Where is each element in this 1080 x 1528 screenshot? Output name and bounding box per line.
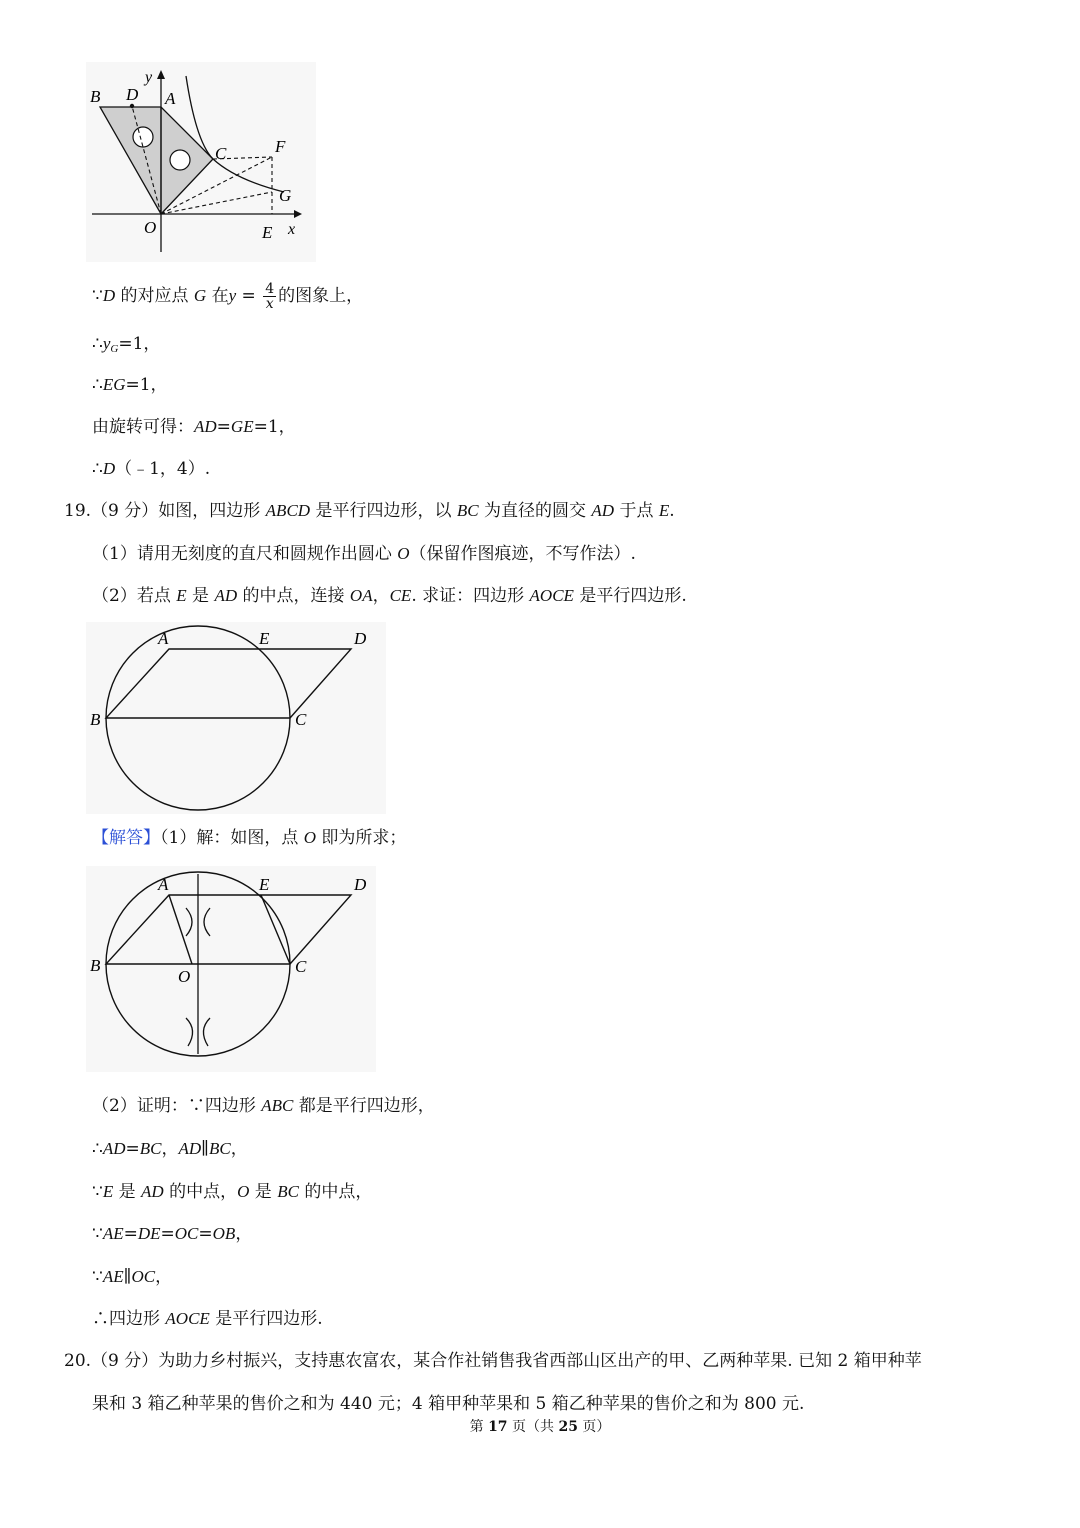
text: 第: [469, 1419, 489, 1435]
figure-circle-parallelogram: [86, 622, 386, 814]
math-e: E: [176, 586, 187, 605]
text: 即为所求；: [316, 828, 407, 848]
question-number: 20.: [64, 1351, 92, 1371]
math-ad: AD: [194, 417, 217, 436]
text: 页（共: [507, 1419, 559, 1435]
math-oc: OC: [174, 1224, 199, 1243]
proof-line-6: [92, 1307, 323, 1331]
question-19-part-1: [92, 542, 636, 566]
therefore-symbol: ∴: [92, 1139, 103, 1159]
math-oa: OA: [349, 586, 373, 605]
text: ∴四边形: [92, 1309, 166, 1329]
label-o: O: [144, 218, 157, 237]
proof-line-4: [92, 1222, 252, 1246]
text: =: [216, 417, 231, 437]
label-d: D: [354, 875, 367, 894]
text: 的对应点: [115, 286, 194, 306]
text: 是平行四边形.: [209, 1309, 323, 1329]
math-bc: BC: [209, 1139, 231, 1158]
text: （﹣1，4）.: [115, 459, 211, 479]
text: 都是平行四边形，: [293, 1096, 435, 1116]
parallel-symbol: ∥: [201, 1139, 210, 1159]
equals: =: [198, 1224, 213, 1244]
label-b: B: [90, 710, 101, 729]
text: 是平行四边形，以: [310, 501, 457, 521]
text: .: [669, 501, 675, 521]
question-19-stem: [64, 499, 675, 523]
label-d: D: [354, 629, 367, 648]
parallel-symbol: ∥: [123, 1267, 132, 1287]
math-ad: AD: [591, 501, 615, 520]
text: 果和 3 箱乙种苹果的售价之和为 440 元；4 箱甲种苹果和 5 箱乙种苹果的售价之和为 800 元.: [92, 1394, 805, 1414]
math-ae: AE: [102, 1224, 124, 1243]
math-y: y: [228, 286, 237, 305]
therefore-symbol: ∴: [92, 375, 103, 395]
label-g: G: [279, 186, 292, 205]
text: 的中点，连接: [237, 586, 350, 606]
text: 是: [186, 586, 215, 606]
subscript-g: G: [110, 343, 119, 355]
label-e: E: [262, 223, 273, 242]
math-e: E: [102, 1182, 114, 1201]
equals: =: [125, 1139, 140, 1159]
figure-background: [86, 866, 376, 1072]
math-de: DE: [137, 1224, 161, 1243]
small-circle-left: [133, 127, 153, 147]
math-e: E: [658, 501, 670, 520]
math-o: O: [237, 1182, 250, 1201]
question-number: 19.: [64, 501, 92, 521]
math-abcd: ABCD: [265, 501, 311, 520]
proof-line-5: [92, 1265, 172, 1289]
text: ，: [155, 1267, 173, 1287]
text: （2）证明：∵四边形: [92, 1096, 262, 1116]
math-ob: OB: [212, 1224, 236, 1243]
math-aoce: AOCE: [529, 586, 574, 605]
because-symbol: ∵: [92, 286, 103, 306]
text: ，: [372, 586, 390, 606]
text: 是: [113, 1182, 142, 1202]
equals: =: [236, 286, 262, 306]
text: ，: [230, 1139, 248, 1159]
small-circle-right: [170, 150, 190, 170]
answer-line: [92, 826, 406, 850]
text: =1，: [125, 375, 168, 395]
text: ，: [235, 1224, 253, 1244]
math-d: D: [102, 459, 116, 478]
math-g: G: [193, 286, 207, 305]
label-y: y: [145, 69, 153, 86]
text: （保留作图痕迹，不写作法）.: [409, 544, 636, 564]
math-ge: GE: [230, 417, 254, 436]
figure-construction: [86, 866, 376, 1072]
text: （9 分）如图，四边形: [91, 501, 266, 521]
equals: =: [160, 1224, 175, 1244]
text: . 求证：四边形: [411, 586, 530, 606]
therefore-symbol: ∴: [92, 459, 103, 479]
solution-line-5: [92, 457, 210, 481]
fraction-numerator: 4: [265, 281, 275, 297]
text: 于点: [614, 501, 659, 521]
math-o: O: [303, 828, 317, 847]
label-b: B: [90, 956, 101, 975]
text: 是平行四边形.: [573, 586, 687, 606]
label-a: A: [158, 629, 169, 648]
text: 在: [206, 286, 229, 306]
label-f: F: [275, 137, 286, 156]
math-d: D: [102, 286, 116, 305]
label-b: B: [90, 87, 101, 106]
proof-line-3: [92, 1180, 372, 1204]
text: （1）解：如图，点: [160, 828, 304, 848]
math-bc: BC: [277, 1182, 299, 1201]
proof-line-1: [92, 1094, 435, 1118]
text: 的中点，: [163, 1182, 238, 1202]
math-abc: ABC: [261, 1096, 294, 1115]
therefore-symbol: ∴: [92, 334, 103, 354]
solution-line-1: [92, 282, 363, 311]
label-a: A: [158, 875, 169, 894]
text: （9 分）为助力乡村振兴，支持惠农富农，某合作社销售我省西部山区出产的甲、乙两种苹果. 已知 2 箱甲种苹: [91, 1351, 922, 1371]
label-c: C: [215, 144, 227, 163]
math-bc: BC: [139, 1139, 162, 1158]
math-ad: AD: [141, 1182, 164, 1201]
because-symbol: ∵: [92, 1267, 103, 1287]
text: =1，: [253, 417, 296, 437]
label-e: E: [259, 875, 270, 894]
answer-tag: 【解答】: [92, 828, 160, 848]
solution-line-4: [92, 415, 296, 439]
question-20-line-1: [64, 1349, 922, 1373]
math-bc: BC: [456, 501, 479, 520]
text: 的中点，: [298, 1182, 373, 1202]
math-ce: CE: [389, 586, 412, 605]
text: （1）请用无刻度的直尺和圆规作出圆心: [92, 544, 398, 564]
math-ad: AD: [214, 586, 238, 605]
text: 是: [249, 1182, 278, 1202]
math-ae: AE: [102, 1267, 124, 1286]
label-e: E: [259, 629, 270, 648]
solution-line-2: [92, 332, 160, 361]
text: （2）若点: [92, 586, 177, 606]
total-pages: 25: [558, 1419, 578, 1435]
label-o: O: [178, 967, 191, 986]
fraction-4-over-x: [263, 282, 276, 311]
because-symbol: ∵: [92, 1224, 103, 1244]
math-ad: AD: [178, 1139, 202, 1158]
text: 由旋转可得：: [92, 417, 194, 437]
page-number: 17: [488, 1419, 508, 1435]
text: 为直径的圆交: [478, 501, 592, 521]
math-oc: OC: [131, 1267, 156, 1286]
text: 页）: [577, 1419, 611, 1435]
question-20-line-2: [92, 1392, 804, 1416]
math-eg: EG: [102, 375, 126, 394]
label-d: D: [126, 85, 139, 104]
proof-line-2: [92, 1137, 248, 1161]
math-y: y: [102, 334, 111, 353]
math-ad: AD: [102, 1139, 126, 1158]
question-19-part-2: [92, 584, 687, 608]
label-a: A: [165, 89, 176, 108]
solution-line-3: [92, 373, 168, 397]
point-d-dot: [130, 104, 134, 108]
label-c: C: [295, 957, 307, 976]
label-x: x: [288, 221, 296, 238]
figure-rotation-diagram: [86, 62, 316, 262]
math-o: O: [397, 544, 410, 563]
text: 的图象上，: [278, 286, 364, 306]
label-c: C: [295, 710, 307, 729]
fraction-denominator: x: [265, 296, 274, 312]
because-symbol: ∵: [92, 1182, 103, 1202]
page-footer: [0, 1416, 1080, 1436]
text: ，: [161, 1139, 179, 1159]
math-aoce: AOCE: [165, 1309, 210, 1328]
text: =1，: [118, 334, 161, 354]
equals: =: [123, 1224, 138, 1244]
